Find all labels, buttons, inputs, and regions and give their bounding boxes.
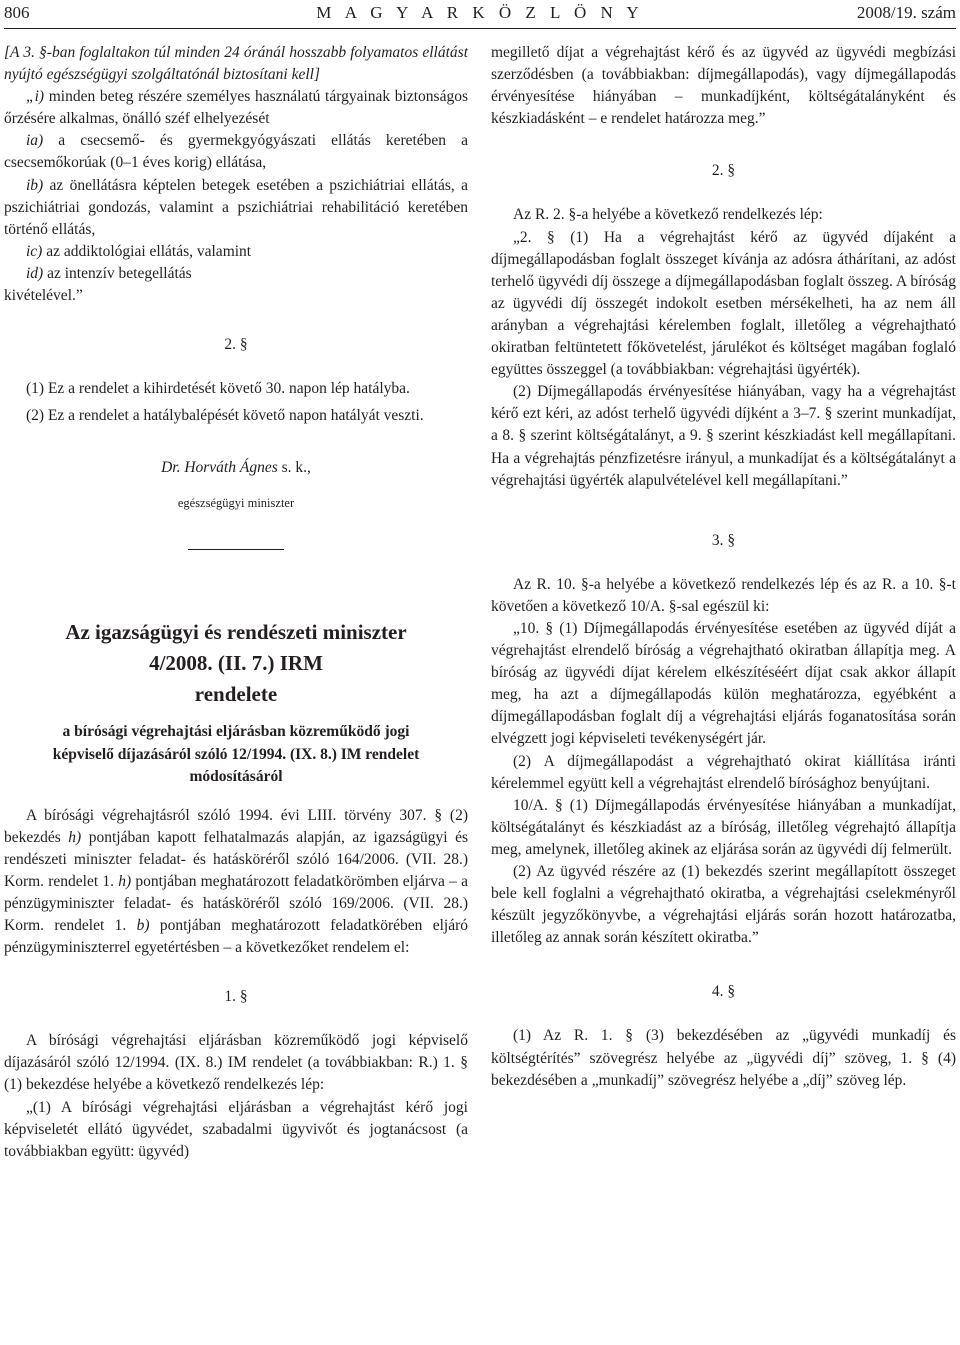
decree-title-line-2: 4/2008. (II. 7.) IRM [149,651,323,675]
item-text: a csecsemő- és gyermekgyógyászati ellátás keretében a csecsemőkorúak (0–1 éves korig) ellátása, [4,132,468,172]
signatory-name: Dr. Horváth Ágnes [161,459,278,477]
item-label: id) [26,264,44,282]
signatory-suffix: s. k., [277,459,311,477]
issue-number: 2008/19. szám [856,3,956,22]
page-header [4,2,956,24]
paragraph-effect-2: (2) Ez a rendelet a hatálybalépését követő napon hatályát veszti. [26,407,424,425]
section-heading-2-right: 2. § [711,162,736,180]
paragraph-continuation: megillető díjat a végrehajtást kérő és az ügyvéd az ügyvédi megbízási szerződésben (a továbbiakban: díjmegállapodás), vagy díjmegállapodás érvényesítése hiányában – munkadíjként, költségátalányként és készkiadásként – e rendelet határozza meg.” [491,44,956,128]
paragraph-ic [4,241,468,263]
header-rule [4,28,956,29]
section-heading-1: 1. § [224,988,248,1006]
item-text: minden beteg részére személyes használatú tárgyainak biztonságos őrzésére alkalmas, önálló széf elhelyezését [4,88,468,128]
section-heading-4: 4. § [711,983,736,1001]
paragraph-sec2-1: „2. § (1) Ha a végrehajtást kérő az ügyvéd díjaként a díjmegállapodásban foglalt összeget kívánja az adósra áthárítani, az adóst terhelő ügyvédi díj összege a díjmegállapodásban foglalt összeg. A bíróság az ügyvédi díj összegét indokolt esetben mérsékelheti, ha az nem áll arányban a végrehajtási kérelemben foglalt, illetőleg a végrehajtható okiratban feltüntetett főkövetelést, járulékot és költséget magában foglaló együttes összeggel (a továbbiakban: végrehajtási ügyérték). [491,228,956,379]
paragraph-amend-1: A bírósági végrehajtási eljárásban közreműködő jogi képviselő díjazásáról szóló 12/1994. (IX. 8.) IM rendelet (a továbbiakban: R.) 1. § (1) bekezdése helyébe a következő rendelkezés lép: [4,1032,468,1094]
section-heading-2: 2. § [224,336,248,354]
paragraph-id [4,263,468,285]
paragraph-quote-1: „(1) A bírósági végrehajtási eljárásban a végrehajtást kérő jogi képviseletét ellátó ügyvédet, szabadalmi ügyvivőt és jogtanácsost (a továbbiakban együtt: ügyvéd) [4,1098,468,1160]
paragraph-sec10a-2: (2) Az ügyvéd részére az (1) bekezdés szerint megállapított összeget bele kell foglalni a végrehajtható okiratba, a végrehajtási cselekményről készült jegyzőkönyvbe, a végrehajtási eljárás során hozott határozatba, illetőleg az annak során készített okiratba.” [491,863,956,947]
paragraph-amend-3: Az R. 10. §-a helyébe a következő rendelkezés lép és az R. a 10. §-t követően a következő 10/A. §-sal egészül ki: [491,575,956,615]
paragraph-effect-1: (1) Ez a rendelet a kihirdetését követő 30. napon lép hatályba. [26,380,410,398]
item-text: az önellátásra képtelen betegek esetében a pszichiátriai ellátás, a pszichiátriai gondozás, valamint a pszichiátriai rehabilitáció keretében történő ellátás, [4,176,468,238]
left-column [4,42,468,1163]
item-label: „i) [26,88,45,106]
paragraph-sec10a-1: 10/A. § (1) Díjmegállapodás érvényesítése hiányában a munkadíjat, költségátalányt és készkiadást az a bíróság, illetőleg végrehajtó állapítja meg, amelynek, illetőleg akinek az eljárása során az ügyvédi díj felmerült. [491,796,956,858]
page-number: 806 [4,3,30,22]
signature-line [4,457,468,479]
item-text: az intenzív betegellátás [43,264,192,282]
section-heading-3: 3. § [711,531,736,549]
paragraph-sec10-2: (2) A díjmegállapodást a végrehajtható okirat kiállítása iránti kérelemmel együtt kell a végrehajtást elrendelő bírósághoz benyújtani. [491,752,956,792]
right-column [491,42,956,1092]
paragraph-sec4-1: (1) Az R. 1. § (3) bekezdésében az „ügyvédi munkadíj és költségtérítés” szövegrész helyébe az „ügyvédi díj” szöveg, 1. § (4) bekezdésében a „munkadíj” szövegrész helyébe a „díj” szöveg lép. [491,1027,956,1089]
decree-subtitle: a bírósági végrehajtási eljárásban közreműködő jogi képviselő díjazásáról szóló 12/1994. (IX. 8.) IM rendelet módosításáról [52,723,420,785]
item-label: ia) [26,132,44,150]
item-label: ic) [26,242,43,260]
paragraph-closing: kivételével.” [4,287,83,305]
paragraph-ib [4,175,468,241]
item-text: az addiktológiai ellátás, valamint [42,242,252,260]
paragraph-ia [4,130,468,174]
decree-title [4,617,468,710]
item-label: ib) [26,176,44,194]
separator-rule [188,549,284,550]
journal-title: M A G Y A R K Ö Z L Ö N Y [316,3,644,22]
paragraph-sec10-1: „10. § (1) Díjmegállapodás érvényesítése esetében az ügyvéd díját a végrehajtást elrendelő bíróság a végrehajtható okiratban állapítja meg. A bíróság az ügyvédi díjat kérelem elkészítéséért díjat csak akkor állapít meg, ha azt a díjmegállapodás külön meghatározza, egyébként a díjmegállapodásban foglalt díj a végrehajtási eljárás foganatosítása során elvégzett jogi képviseleti tevékenységért jár. [491,619,956,748]
decree-title-line-1: Az igazságügyi és rendészeti miniszter [65,620,407,644]
paragraph-i [4,86,468,130]
signatory-role: egészségügyi miniszter [177,496,295,510]
decree-title-line-3: rendelete [194,682,278,706]
paragraph-preamble: A bírósági végrehajtásról szóló 1994. évi LIII. törvény 307. § (2) bekezdés h) pontjában kapott felhatalmazás alapján, az igazságügyi és rendészeti miniszter feladat- és hatásköréről szóló 164/2006. (VII. 28.) Korm. rendelet 1. h) pontjában meghatározott feladatkörömben eljárva – a pénzügyminiszter feladat- és hatásköréről szóló 169/2006. (VII. 28.) Korm. rendelet 1. b) pontjában meghatározott feladatkörében eljáró pénzügyminiszterrel egyetértésben – a következőket rendelem el: [4,806,469,957]
paragraph-amend-2: Az R. 2. §-a helyébe a következő rendelkezés lép: [513,206,823,224]
paragraph-intro: [A 3. §-ban foglaltakon túl minden 24 óránál hosszabb folyamatos ellátást nyújtó egészségügyi szolgáltatónál biztosítani kell] [4,44,468,84]
paragraph-sec2-2: (2) Díjmegállapodás érvényesítése hiányában, vagy ha a végrehajtást kérő ezt kéri, az adóst terhelő ügyvédi díjként a 3–7. § szerint munkadíjat, a 8. § szerint költségátalányt, a 9. § szerint készkiadást kell megállapítani. Ha a végrehajtás pénzfizetésre irányul, a munkadíjat és a költségátalányt a végrehajtási ügyérték alapulvételével kell megállapítani.” [491,383,956,489]
